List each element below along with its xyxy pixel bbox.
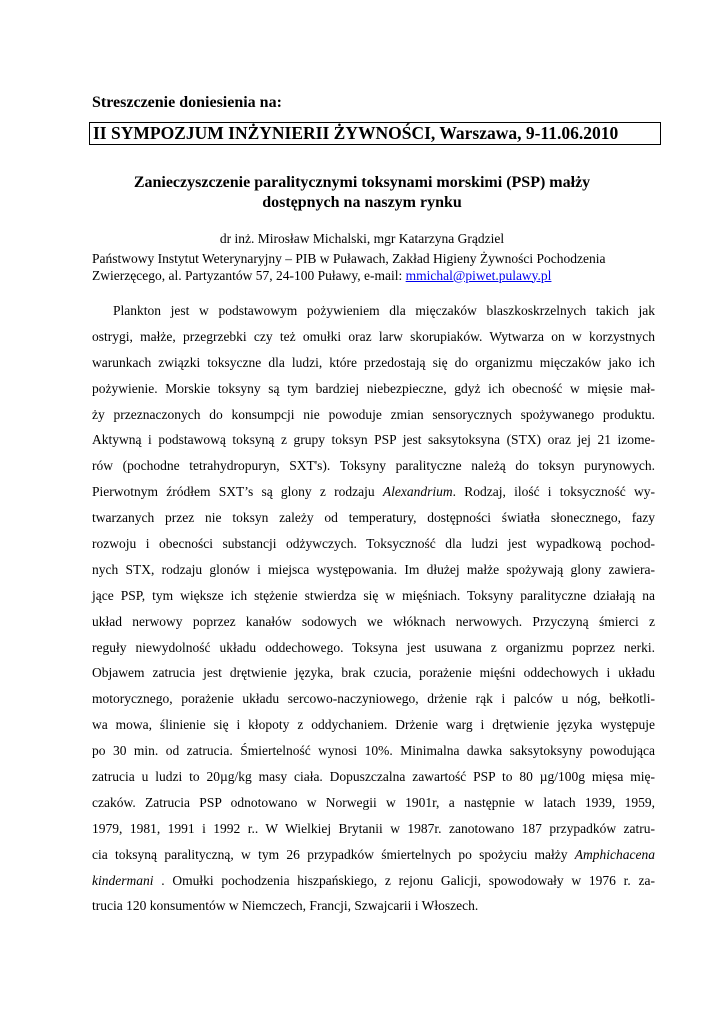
body-line — [92, 479, 655, 505]
affiliation-address: Zwierzęcego, al. Partyzantów 57, 24-100 Puławy, e-mail: — [92, 267, 406, 283]
body-line: nych STX, rodzaju glonów i miejsca występowania. Im dłużej małże spożywają glony zawiera- — [92, 561, 655, 577]
body-line: ostrygi, małże, przegrzebki czy też omułki oraz larw skorupiaków. Wytwarza on w korzystnych — [92, 328, 655, 344]
body-line: 1979, 1981, 1991 i 1992 r.. W Wielkiej Brytanii w 1987r. zanotowano 187 przypadków zatru- — [92, 820, 655, 836]
body-line: wa mowa, ślinienie się i kłopoty z oddychaniem. Drżenie warg i drętwienie języka występuje — [92, 717, 655, 733]
body-line: trucia 120 konsumentów w Niemczech, Francji, Szwajcarii i Włoszech. — [92, 898, 479, 914]
body-text: Pierwotnym źródłem SXT’s są glony z rodzaju — [92, 484, 383, 500]
email-link[interactable]: mmichal@piwet.pulawy.pl — [405, 267, 552, 283]
species-kindermani: kindermani — [92, 872, 154, 888]
body-line: Aktywną i podstawową toksyną z grupy toksyn PSP jest saksytoksyna (STX) oraz jej 21 izome- — [92, 432, 655, 448]
body-line: rów (pochodne tetrahydropuryn, SXT's). Toksyny paralityczne należą do toksyn purynowych. — [92, 458, 655, 474]
body-line: po 30 min. od zatrucia. Śmiertelność wynosi 10%. Minimalna dawka saksytoksyny powodująca — [92, 743, 655, 759]
body-line — [92, 868, 655, 894]
body-line: Plankton jest w podstawowym pożywieniem dla mięczaków blaszkoskrzelnych takich jak — [113, 303, 655, 318]
body-line: pożywienie. Morskie toksyny są tym bardziej niebezpieczne, gdyż ich obecność w mięsie mał- — [92, 380, 655, 396]
genus-alexandrium: Alexandrium — [382, 484, 453, 500]
abstract-body — [92, 298, 655, 919]
affiliation-line-2 — [92, 268, 632, 285]
affiliation — [92, 251, 632, 284]
conference-box: II SYMPOZJUM INŻYNIERII ŻYWNOŚCI, Warszawa, 9-11.06.2010 — [89, 122, 661, 145]
body-line: reguły niewydolność układu oddechowego. Toksyna jest usuwana z organizmu poprzez nerki. — [92, 639, 655, 655]
body-line — [92, 842, 655, 868]
body-line: warunkach związki toksyczne dla ludzi, które przedostają się do organizmu mięczaków jako ich — [92, 354, 655, 370]
title-line-2: dostępnych na naszym rynku — [262, 194, 462, 211]
body-line: twarzanych przez nie toksyn zależy od temperatury, dostępności światła słonecznego, fazy — [92, 510, 655, 526]
body-line: Objawem zatrucia jest drętwienie języka, brak czucia, porażenie mięśni oddechowych i układu — [92, 665, 655, 681]
body-line: rozwoju i obecności substancji odżywczych. Toksyczność dla ludzi jest wypadkową pochod- — [92, 536, 655, 552]
species-amphichacena: Amphichacena — [574, 846, 655, 862]
body-text: . Rodzaj, ilość i toksyczność wy- — [452, 484, 655, 500]
body-line: zatrucia u ludzi to 20µg/kg masy ciała. Dopuszczalna zawartość PSP to 80 µg/100g mięsa mię- — [92, 769, 655, 785]
body-line: czaków. Zatrucia PSP odnotowano w Norwegii w 1901r, a następnie w latach 1939, 1959, — [92, 794, 655, 810]
title-line-1: Zanieczyszczenie paralitycznymi toksynami morskimi (PSP) małży — [133, 174, 591, 191]
body-line: układ nerwowy poprzez kanałów sodowych we włóknach nerwowych. Przyczyną śmierci z — [92, 613, 655, 629]
body-line: jące PSP, tym większe ich stężenie stwierdza się w mięśniach. Toksyny paralityczne działają na — [92, 587, 655, 603]
affiliation-line-1: Państwowy Instytut Weterynaryjny – PIB w Puławach, Zakład Higieny Żywności Pochodzenia — [92, 251, 606, 266]
body-text: . Omułki pochodzenia hiszpańskiego, z rejonu Galicji, spowodowały w 1976 r. za- — [153, 872, 655, 888]
body-line: ży przeznaczonych do konsumpcji nie powoduje zmian sensorycznych spożywanego produktu. — [92, 406, 655, 422]
paper-title — [92, 173, 632, 213]
header-label: Streszczenie doniesienia na: — [92, 94, 282, 111]
body-text: cia toksyną paralityczną, w tym 26 przypadków śmiertelnych po spożyciu małży — [92, 846, 575, 862]
body-line: motorycznego, porażenie układu sercowo-naczyniowego, drżenie rąk i palców u nóg, bełkotli- — [92, 691, 655, 707]
authors: dr inż. Mirosław Michalski, mgr Katarzyna Grądziel — [219, 231, 505, 246]
